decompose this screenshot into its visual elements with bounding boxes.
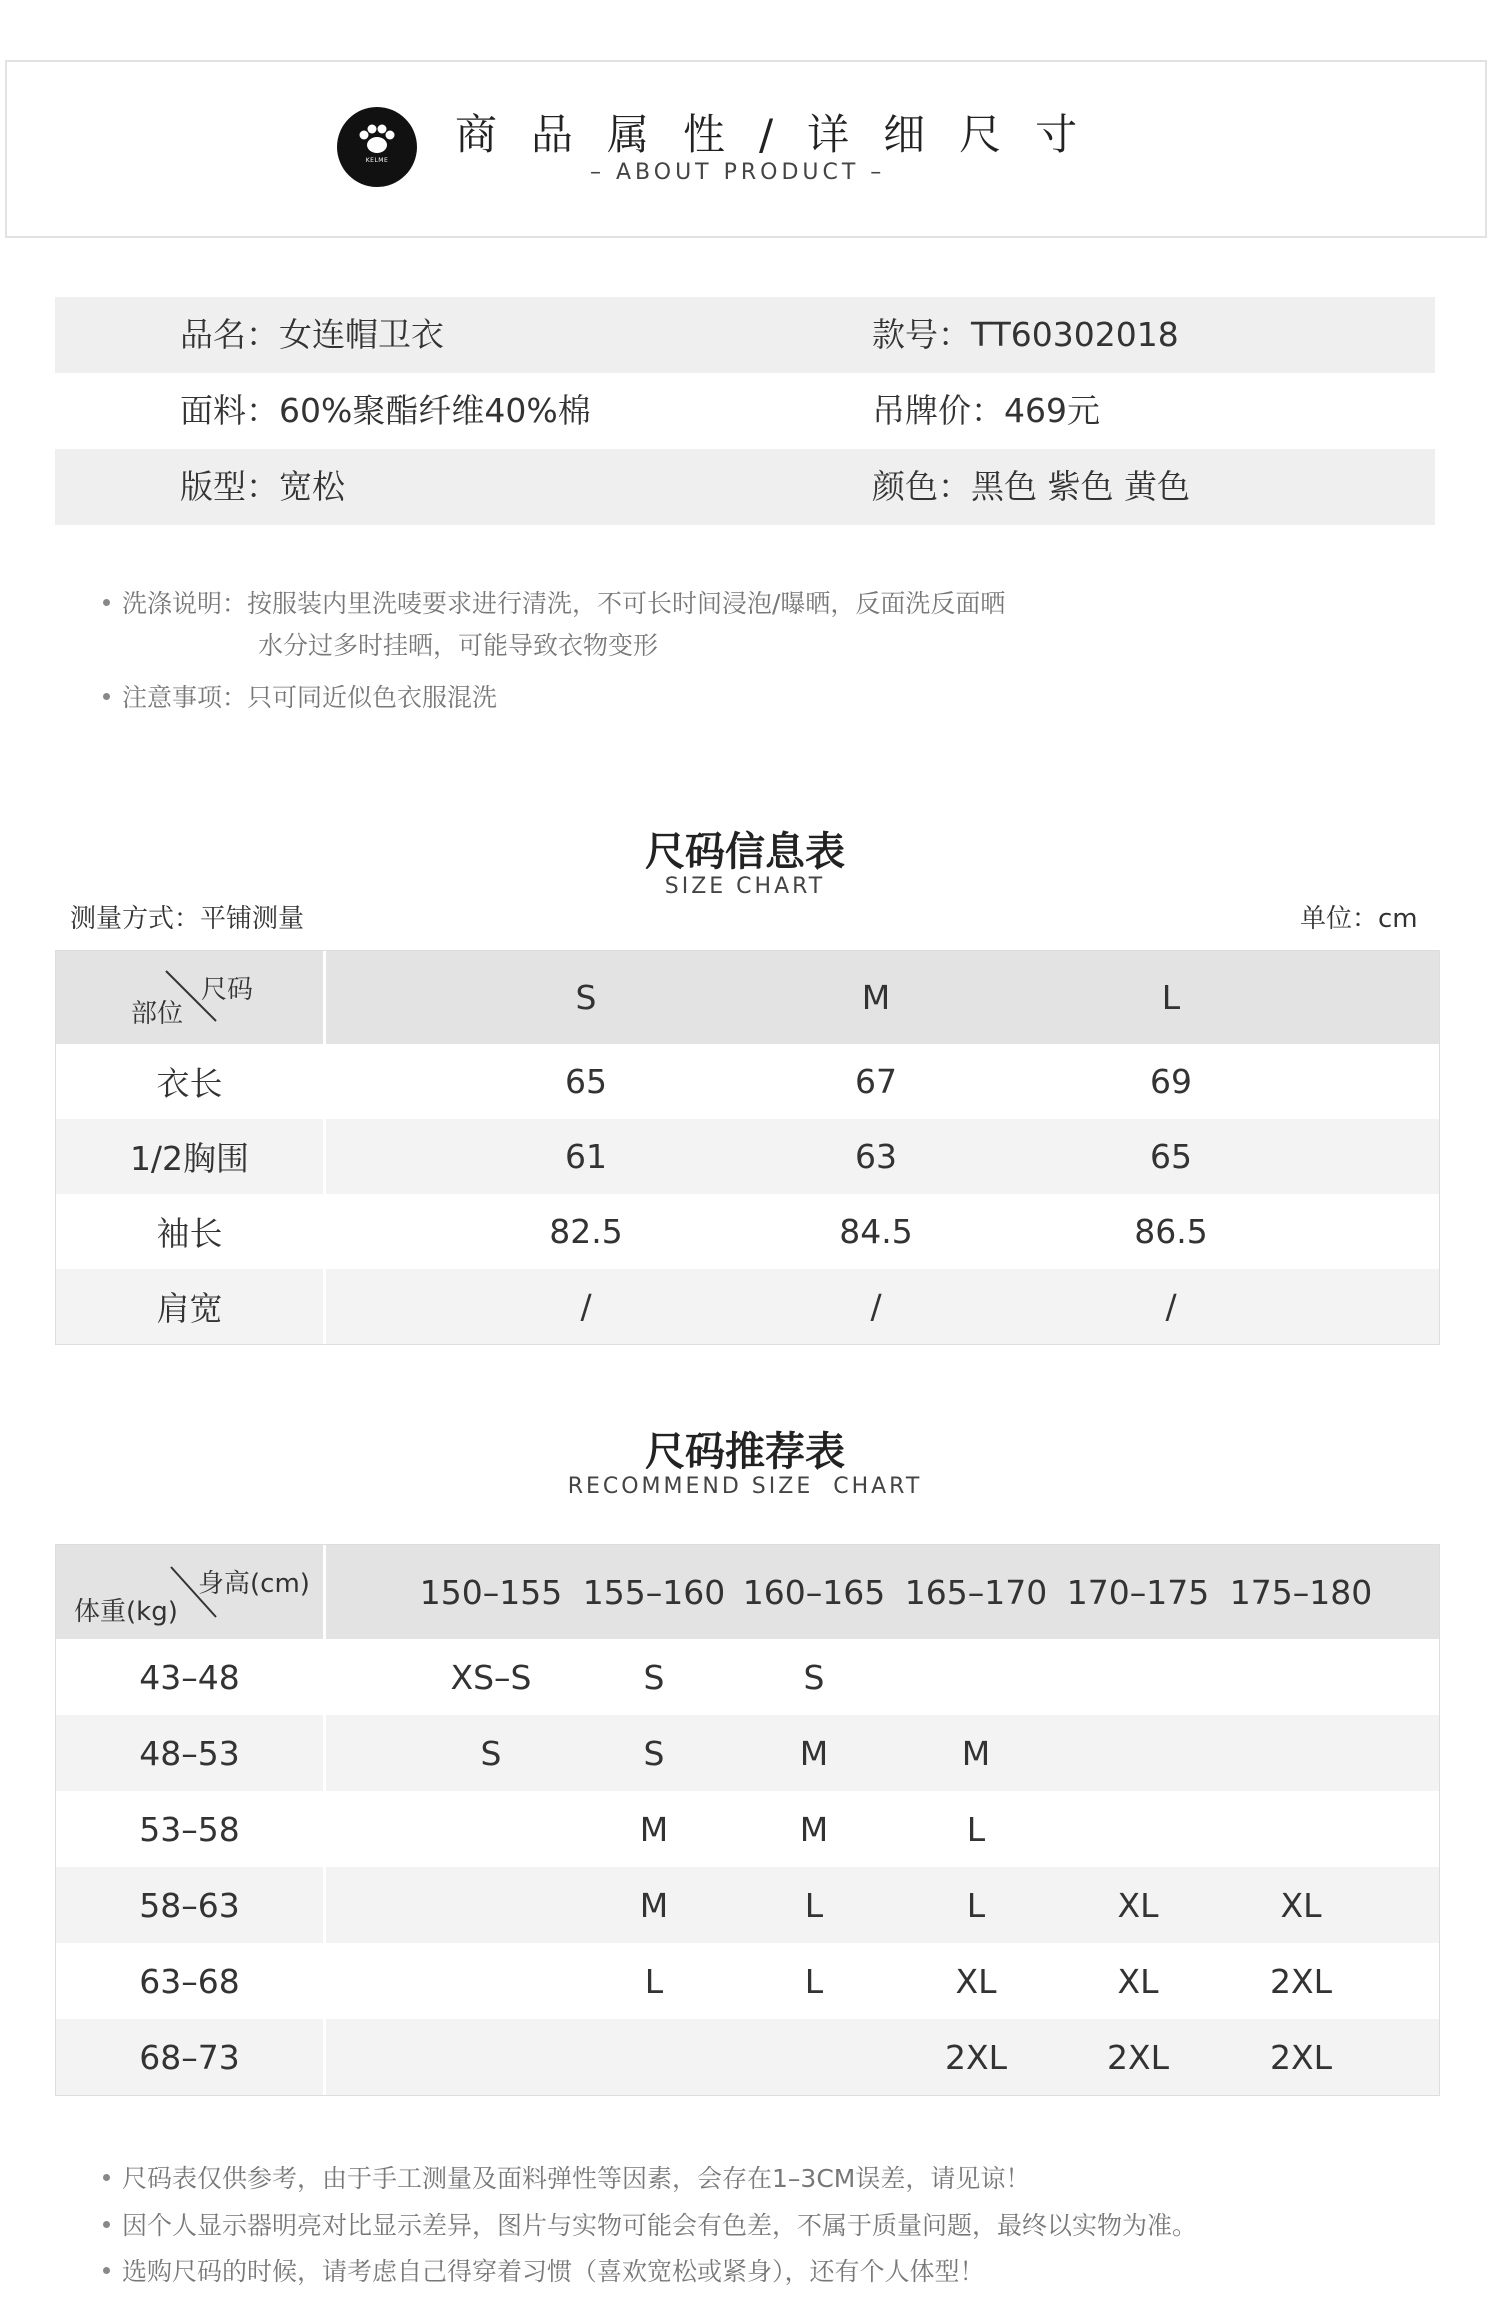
table-header-row xyxy=(56,951,1439,1044)
table-cell xyxy=(1063,1715,1213,1791)
page-title: 商品属性/详细尺寸 xyxy=(455,110,1112,159)
table-row xyxy=(56,1194,1439,1269)
corner-top-label: 身高(cm) xyxy=(198,1569,310,1599)
product-info-table xyxy=(55,297,1435,525)
weight-label: 48–53 xyxy=(56,1715,326,1791)
table-cell: L xyxy=(804,1961,824,2001)
table-cell: XL xyxy=(955,1961,997,2001)
footnote: 选购尺码的时候，请考虑自己得穿着习惯（喜欢宽松或紧身），还有个人体型！ xyxy=(103,2252,985,2288)
table-cell xyxy=(739,2019,889,2095)
bullet-icon xyxy=(103,599,110,606)
table-cell: 2XL xyxy=(1270,2037,1332,2077)
table-cell: S xyxy=(643,1733,665,1773)
table-cell xyxy=(1226,1715,1376,1791)
table-cell: M xyxy=(639,1809,669,1849)
measure-method: 测量方式：平铺测量 xyxy=(70,904,305,934)
corner-top-label: 尺码 xyxy=(201,975,254,1005)
table-cell: 63 xyxy=(855,1137,897,1176)
brand-logo-text: KELME xyxy=(365,157,389,164)
table-row xyxy=(56,1639,1439,1715)
table-row xyxy=(56,1044,1439,1119)
corner-cell xyxy=(56,951,326,1044)
table-cell: 84.5 xyxy=(839,1212,913,1251)
wash-instructions-cont: 水分过多时挂晒，可能导致衣物变形 xyxy=(258,631,659,660)
info-row xyxy=(55,449,1435,525)
table-cell xyxy=(901,1639,1051,1715)
height-header: 160–165 xyxy=(742,1572,886,1612)
caution-note: 注意事项：只可同近似色衣服混洗 xyxy=(103,678,497,714)
table-cell: L xyxy=(644,1961,664,2001)
table-cell: S xyxy=(803,1657,825,1697)
bullet-icon xyxy=(103,2267,110,2274)
diagonal-divider xyxy=(56,951,326,1044)
size-header: S xyxy=(575,978,597,1017)
table-cell: 67 xyxy=(855,1062,897,1101)
table-cell xyxy=(1226,1639,1376,1715)
corner-bottom-label: 体重(kg) xyxy=(74,1597,178,1627)
table-row xyxy=(56,2019,1439,2095)
table-row xyxy=(56,1943,1439,2019)
info-row xyxy=(55,297,1435,373)
weight-label: 53–58 xyxy=(56,1791,326,1867)
table-cell: M xyxy=(961,1733,991,1773)
table-cell: M xyxy=(799,1809,829,1849)
page-subtitle: – ABOUT PRODUCT – xyxy=(590,160,886,185)
table-row xyxy=(56,1867,1439,1943)
height-header: 175–180 xyxy=(1229,1572,1373,1612)
bullet-icon xyxy=(103,2174,110,2181)
table-cell: 86.5 xyxy=(1134,1212,1208,1251)
table-cell: L xyxy=(804,1885,824,1925)
table-cell: 69 xyxy=(1150,1062,1192,1101)
recommend-subtitle: RECOMMEND SIZE CHART xyxy=(567,1474,923,1499)
table-cell: XS–S xyxy=(450,1657,532,1697)
table-row xyxy=(56,1715,1439,1791)
table-cell xyxy=(416,1943,566,2019)
paw-icon xyxy=(337,107,417,187)
height-header: 165–170 xyxy=(904,1572,1048,1612)
recommend-table xyxy=(55,1544,1440,2096)
table-cell: 2XL xyxy=(1270,1961,1332,2001)
part-label: 衣长 xyxy=(56,1044,326,1119)
table-cell: M xyxy=(639,1885,669,1925)
table-row xyxy=(56,1791,1439,1867)
corner-cell xyxy=(56,1545,326,1639)
style-number: 款号：TT60302018 xyxy=(872,315,1179,354)
weight-label: 43–48 xyxy=(56,1639,326,1715)
recommend-body xyxy=(56,1639,1439,2095)
brand-logo xyxy=(337,107,417,187)
table-cell: 65 xyxy=(565,1062,607,1101)
bullet-icon xyxy=(103,2221,110,2228)
table-cell: S xyxy=(480,1733,502,1773)
product-name: 品名：女连帽卫衣 xyxy=(180,315,444,354)
table-cell: 2XL xyxy=(1107,2037,1169,2077)
table-cell: M xyxy=(799,1733,829,1773)
table-cell: XL xyxy=(1117,1961,1159,2001)
size-header: M xyxy=(861,978,891,1017)
footnote: 尺码表仅供参考，由于手工测量及面料弹性等因素，会存在1–3CM误差，请见谅！ xyxy=(103,2159,1030,2195)
table-cell xyxy=(1063,1639,1213,1715)
table-cell: / xyxy=(580,1287,592,1326)
part-label: 袖长 xyxy=(56,1194,326,1269)
table-header-row xyxy=(56,1545,1439,1639)
bullet-icon xyxy=(103,693,110,700)
size-chart-subtitle: SIZE CHART xyxy=(664,874,826,899)
footnote: 因个人显示器明亮对比显示差异，图片与实物可能会有色差，不属于质量问题，最终以实物为准。 xyxy=(103,2206,1197,2242)
table-cell: / xyxy=(1165,1287,1177,1326)
table-cell xyxy=(416,1867,566,1943)
table-cell: 2XL xyxy=(945,2037,1007,2077)
height-header: 150–155 xyxy=(419,1572,563,1612)
table-cell: XL xyxy=(1117,1885,1159,1925)
size-chart-table xyxy=(55,950,1440,1345)
colors: 颜色：黑色 紫色 黄色 xyxy=(872,467,1190,506)
tag-price: 吊牌价：469元 xyxy=(872,391,1100,430)
table-cell xyxy=(579,2019,729,2095)
height-header: 170–175 xyxy=(1066,1572,1210,1612)
weight-label: 68–73 xyxy=(56,2019,326,2095)
unit-label: 单位：cm xyxy=(1300,904,1418,934)
fit: 版型：宽松 xyxy=(180,467,345,506)
table-cell: XL xyxy=(1280,1885,1322,1925)
table-cell: L xyxy=(966,1809,986,1849)
table-cell xyxy=(416,2019,566,2095)
weight-label: 58–63 xyxy=(56,1867,326,1943)
part-label: 肩宽 xyxy=(56,1269,326,1344)
table-row xyxy=(56,1119,1439,1194)
table-cell: 65 xyxy=(1150,1137,1192,1176)
fabric: 面料：60%聚酯纤维40%棉 xyxy=(180,391,591,430)
part-label: 1/2胸围 xyxy=(56,1119,326,1194)
table-cell: 82.5 xyxy=(549,1212,623,1251)
height-header: 155–160 xyxy=(582,1572,726,1612)
table-cell xyxy=(1226,1791,1376,1867)
recommend-title: 尺码推荐表 xyxy=(645,1429,845,1475)
table-cell: / xyxy=(870,1287,882,1326)
size-header: L xyxy=(1161,978,1181,1017)
table-cell xyxy=(1063,1791,1213,1867)
wash-instructions: 洗涤说明：按服装内里洗唛要求进行清洗，不可长时间浸泡/曝晒，反面洗反面晒 xyxy=(103,584,1005,620)
info-row xyxy=(55,373,1435,449)
table-cell: L xyxy=(966,1885,986,1925)
size-chart-title: 尺码信息表 xyxy=(645,829,845,875)
table-row xyxy=(56,1269,1439,1344)
weight-label: 63–68 xyxy=(56,1943,326,2019)
table-cell: S xyxy=(643,1657,665,1697)
table-cell: 61 xyxy=(565,1137,607,1176)
table-cell xyxy=(416,1791,566,1867)
corner-bottom-label: 部位 xyxy=(131,999,184,1029)
